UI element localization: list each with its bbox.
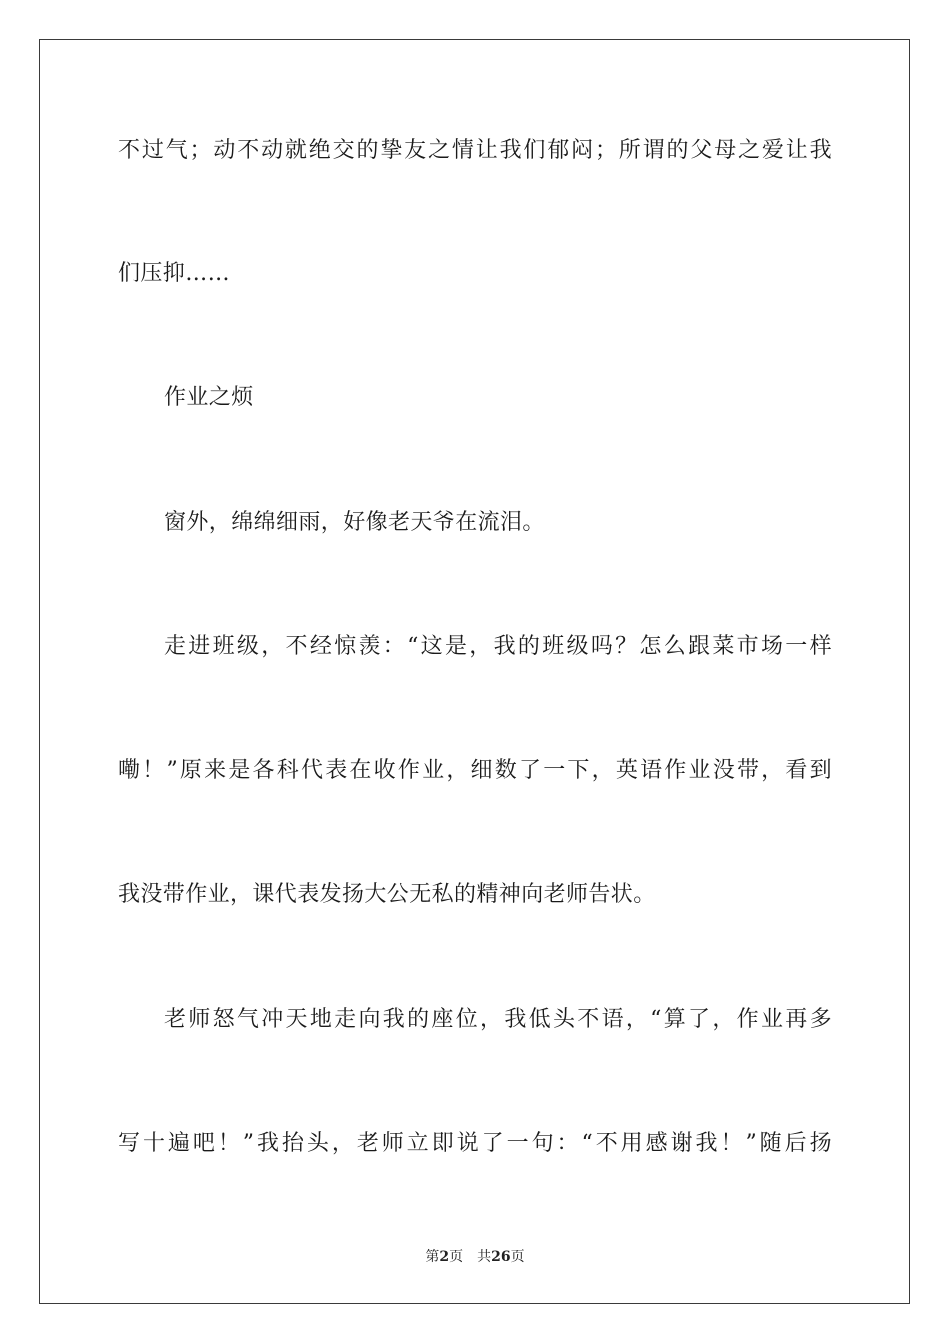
footer-total-pages: 26 [491, 1249, 511, 1265]
footer-page-number: 2 [439, 1249, 450, 1265]
paragraph-line-4: 走进班级，不经惊羡：“这是，我的班级吗？怎么跟菜市场一样 [164, 634, 832, 659]
paragraph-line-6: 我没带作业，课代表发扬大公无私的精神向老师告状。 [118, 882, 656, 907]
page-border [39, 39, 910, 1304]
paragraph-line-2: 们压抑…… [118, 261, 231, 286]
page-footer [0, 1247, 950, 1267]
paragraph-line-1: 不过气；动不动就绝交的挚友之情让我们郁闷；所谓的父母之爱让我 [118, 138, 832, 163]
footer-page-prefix: 第 [425, 1249, 440, 1265]
footer-total-suffix: 页 [510, 1249, 525, 1265]
paragraph-line-5: 嘞！”原来是各科代表在收作业，细数了一下，英语作业没带，看到 [118, 758, 832, 783]
footer-page-suffix: 页 [449, 1249, 464, 1265]
paragraph-line-3: 窗外，绵绵细雨，好像老天爷在流泪。 [164, 510, 545, 535]
paragraph-line-8: 写十遍吧！”我抬头，老师立即说了一句：“不用感谢我！”随后扬 [118, 1131, 832, 1156]
footer-total-prefix: 共 [477, 1249, 492, 1265]
section-heading: 作业之烦 [164, 385, 254, 410]
paragraph-line-7: 老师怒气冲天地走向我的座位，我低头不语，“算了，作业再多 [164, 1007, 832, 1032]
